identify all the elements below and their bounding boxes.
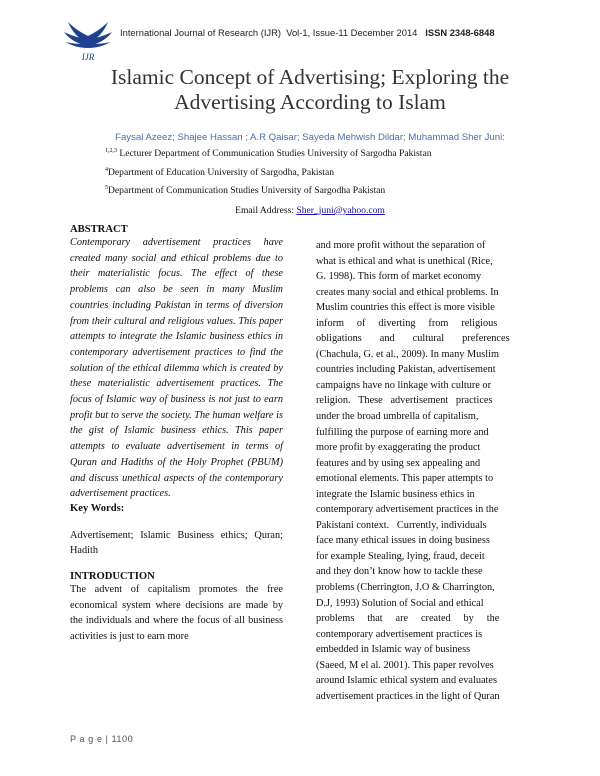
body-line: integrate the Islamic business ethics in [316,488,475,500]
body-line: (Saeed, M el al. 2001). This paper revolves [316,659,494,671]
body-line: features and by using sex appealing and [316,457,481,469]
email-line [40,205,580,216]
body-line: inform of diverting from religious [316,317,498,329]
abstract-text: Contemporary advertisement practices have created many social and ethical problems due to their materialistic focus. The effect of these problems can also be seen in many Muslim countries including Pakistan in terms of diversion from their cultural and religious values. This paper attempts to integrate the Islamic business ethics in contemporary advertisement practices to find the solution of the ethical dilemma which is created by these materialistic advertisement practices. The focus of Islamic way of business is not just to earn profit but to serve the society. The human welfare is the gist of Islamic business ethics. This paper attempts to evaluate advertisement in terms of Quran and Hadiths of the Holy Prophet (PBUM) and discuss unethical aspects of the contemporary advertisement practices. [70,237,283,500]
body-line: emotional elements. This paper attempts to [316,473,494,485]
body-line: Muslim countries this effect is more visible [316,302,495,314]
affiliation-marker: 5 [105,185,108,191]
affiliation-2 [105,167,334,178]
journal-header [120,27,495,38]
body-line: and they don’t know how to tackle these [316,566,483,578]
journal-name: International Journal of Research (IJR) [120,27,282,38]
body-line: (Chachula, G. et al., 2009). In many Muslim [316,348,500,360]
body-line: fulfilling the purpose of earning more and [316,426,489,438]
author-list: Faysal Azeez; Shajee Hassan ; A.R Qaisar; Sayeda Mehwish Dildar; Muhammad Sher Juni: [115,132,505,143]
paper-title [40,65,580,115]
page-number: 1100 [111,734,134,744]
body-line: G. 1998). This form of market economy [316,271,482,283]
affiliation-marker: 1,2,3 [105,148,117,154]
introduction-heading: INTRODUCTION [70,570,155,582]
body-line: advertisement practices in the light of Quran [316,690,500,702]
affiliation-marker: 4 [105,167,108,173]
email-link[interactable]: Sher_juni@yahoo.com [296,205,385,216]
body-line: contemporary advertisement practices is [316,628,483,640]
body-line: countries including Pakistan, advertisement [316,364,496,376]
affiliation-1 [105,148,432,159]
body-line: problems that are created by the [316,613,500,625]
body-line: religion. These advertisement practices [316,395,493,407]
title-line-2: Advertising According to Islam [174,90,446,114]
page-footer: P a g e | 1100 [70,734,134,744]
email-label: Email Address: [235,205,294,216]
title-line-1: Islamic Concept of Advertising; Exploring the [110,65,510,89]
body-line: for example Stealing, lying, fraud, deceit [316,550,485,562]
body-line: problems (Cherrington, J.O & Charrington, [316,582,495,594]
issn: ISSN 2348-6848 [425,27,495,38]
journal-logo [62,18,114,64]
body-line: campaigns have no linkage with culture or [316,379,491,391]
body-line: obligations and cultural preferences [316,333,510,345]
left-column [70,224,283,644]
abstract-heading: ABSTRACT [70,224,128,235]
body-line: contemporary advertisement practices in the [316,504,499,516]
body-line: Pakistani context. Currently, individuals [316,519,487,531]
body-line: creates many social and ethical problems. In [316,286,499,298]
introduction-text-left: The advent of capitalism promotes the free economical system where decisions are made by the individuals and where the focus of all business activities is just to earn more [70,583,283,642]
body-line: embedded in Islamic way of business [316,644,471,656]
body-line: D.J, 1993) Solution of Social and ethical [316,597,484,609]
page-label: P a g e [70,734,103,744]
affiliation-text: Lecturer Department of Communication Studies University of Sargodha Pakistan [119,148,432,159]
keywords-heading: Key Words: [70,502,125,514]
body-line: what is ethical and what is unethical (Rice, [316,255,493,267]
logo-text: IJR [81,52,95,62]
body-line: more profit by exaggerating the product [316,442,481,454]
affiliation-text: Department of Communication Studies University of Sargodha Pakistan [108,185,386,196]
body-line: and more profit without the separation of [316,240,486,251]
affiliation-text: Department of Education University of Sargodha, Pakistan [108,167,335,178]
keywords-text: Advertisement; Islamic Business ethics; Quran; Hadith [70,529,283,557]
right-column [316,238,530,704]
body-line: face many ethical issues in doing business [316,535,490,547]
volume-issue: Vol-1, Issue-11 December 2014 [286,27,418,38]
body-line: around Islamic ethical system and evaluates [316,675,497,687]
affiliation-3 [105,185,385,196]
body-line: under the broad umbrella of capitalism, [316,411,479,423]
